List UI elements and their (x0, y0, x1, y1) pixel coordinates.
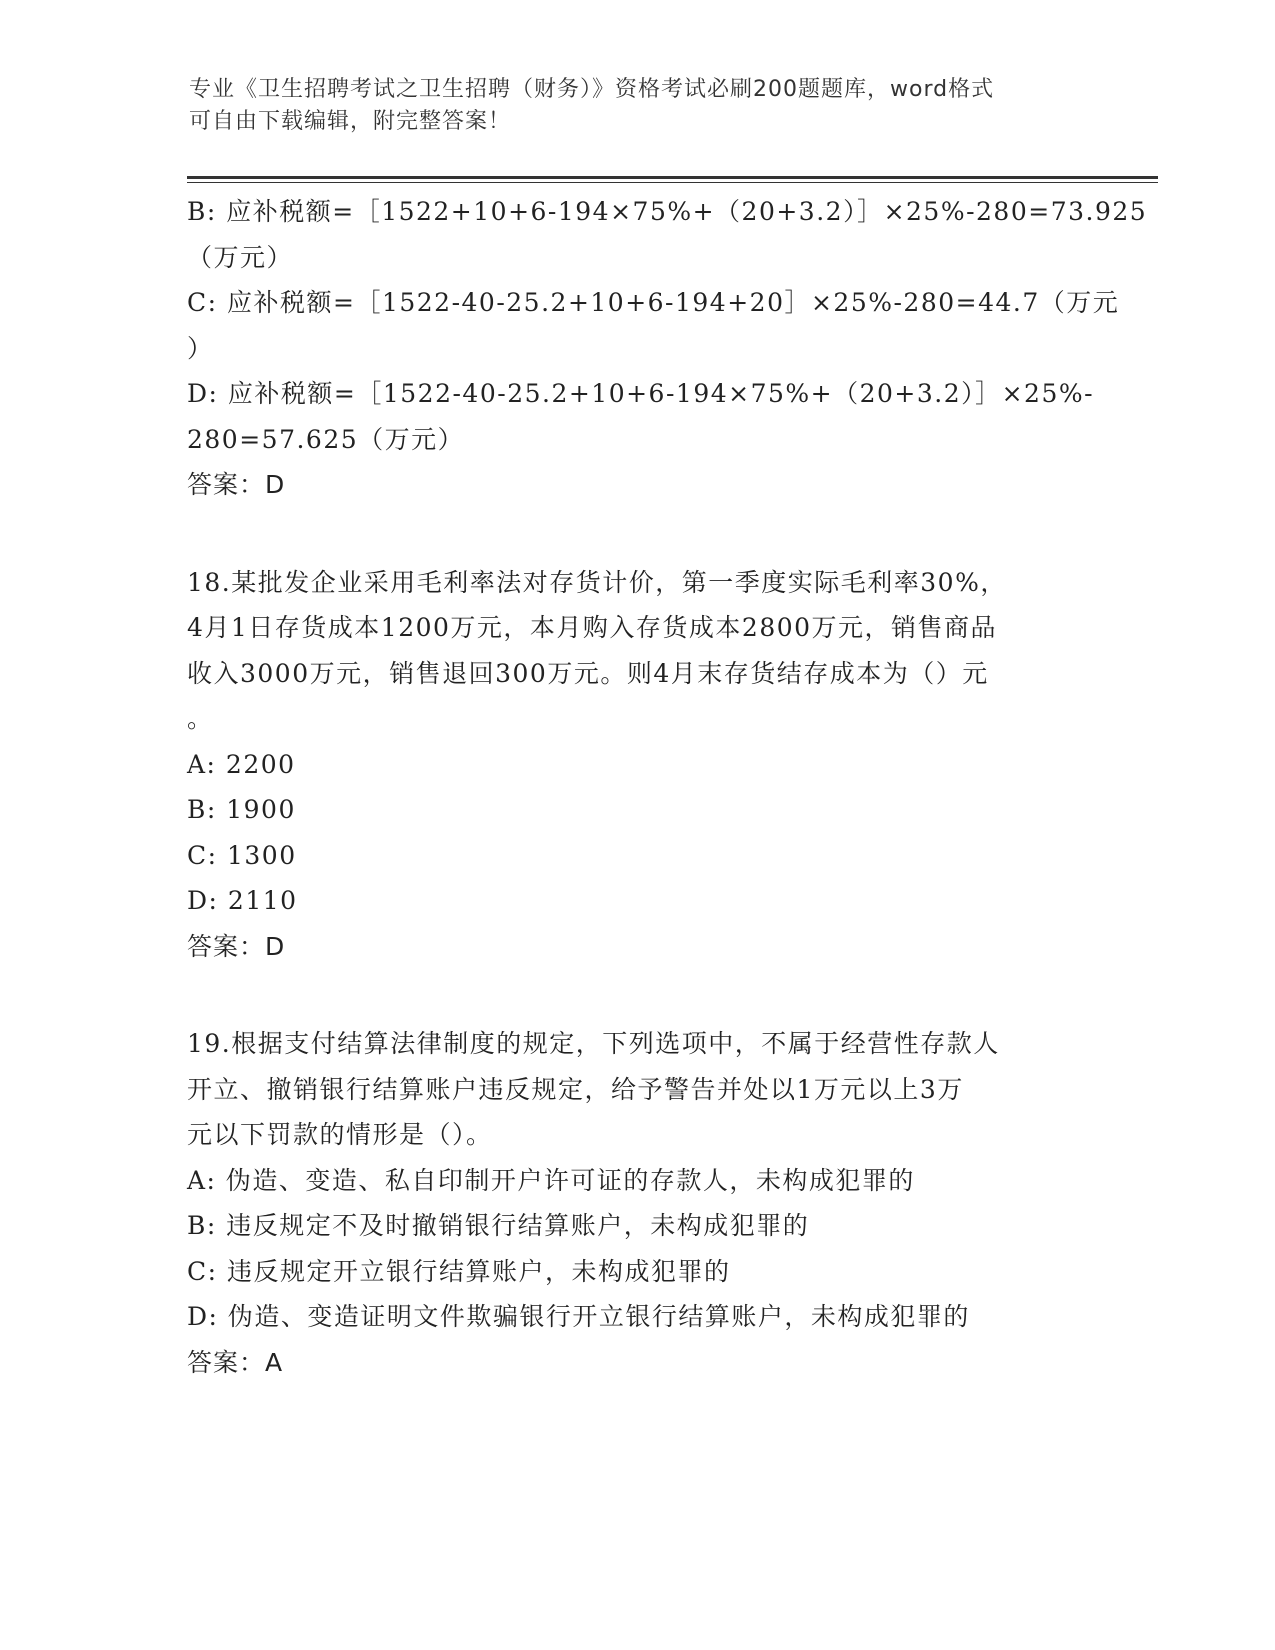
option-c-line-1: C: 应补税额=［1522-40-25.2+10+6-194+20］×25%-280=44.7（万元 (187, 288, 1120, 317)
question-18 (187, 560, 1077, 970)
question-17-continued (187, 189, 1148, 508)
question-stem-line-1: 18.某批发企业采用毛利率法对存货计价，第一季度实际毛利率30%， (187, 567, 1007, 597)
question-stem-line-4: 。 (187, 704, 214, 733)
answer-label: 答案：A (187, 1347, 284, 1377)
header-title-line-1: 专业《卫生招聘考试之卫生招聘（财务）》资格考试必刷200题题库，word格式 (189, 77, 995, 102)
option-d-line-1: D: 应补税额=［1522-40-25.2+10+6-194×75%+（20+3.2）］×25%- (187, 379, 1095, 408)
document-header (189, 74, 1069, 138)
option-c-line-2: ） (187, 333, 214, 363)
option-b: B: 1900 (187, 795, 296, 824)
question-19 (187, 1021, 1077, 1385)
option-c: C: 1300 (187, 840, 297, 870)
header-divider-thick (187, 176, 1158, 179)
header-divider-thin (187, 182, 1158, 183)
option-d: D: 2110 (187, 886, 298, 915)
question-stem-line-2: 开立、撤销银行结算账户违反规定，给予警告并处以1万元以上3万 (187, 1074, 964, 1104)
question-stem-line-2: 4月1日存货成本1200万元，本月购入存货成本2800万元，销售商品 (187, 613, 998, 642)
option-d: D: 伪造、变造证明文件欺骗银行开立银行结算账户，未构成犯罪的 (187, 1302, 970, 1331)
option-d-line-2: 280=57.625（万元） (187, 424, 465, 454)
option-b-line-2: （万元） (187, 242, 294, 272)
option-a: A: 2200 (187, 749, 296, 779)
option-b: B: 违反规定不及时撤销银行结算账户，未构成犯罪的 (187, 1211, 810, 1240)
answer-label: 答案：D (187, 470, 286, 499)
question-stem-line-3: 收入3000万元，销售退回300万元。则4月末存货结存成本为（）元 (187, 658, 989, 688)
question-stem-line-3: 元以下罚款的情形是（）。 (187, 1120, 493, 1149)
option-c: C: 违反规定开立银行结算账户，未构成犯罪的 (187, 1256, 731, 1286)
document-body (187, 189, 1148, 1385)
option-b-line-1: B: 应补税额=［1522+10+6-194×75%+（20+3.2）］×25%-280=73.925 (187, 197, 1148, 226)
answer-label: 答案：D (187, 931, 286, 961)
question-stem-line-1: 19.根据支付结算法律制度的规定，下列选项中，不属于经营性存款人 (187, 1029, 1000, 1058)
header-title-line-2: 可自由下载编辑，附完整答案！ (189, 109, 512, 134)
option-a: A: 伪造、变造、私自印制开户许可证的存款人，未构成犯罪的 (187, 1165, 915, 1195)
